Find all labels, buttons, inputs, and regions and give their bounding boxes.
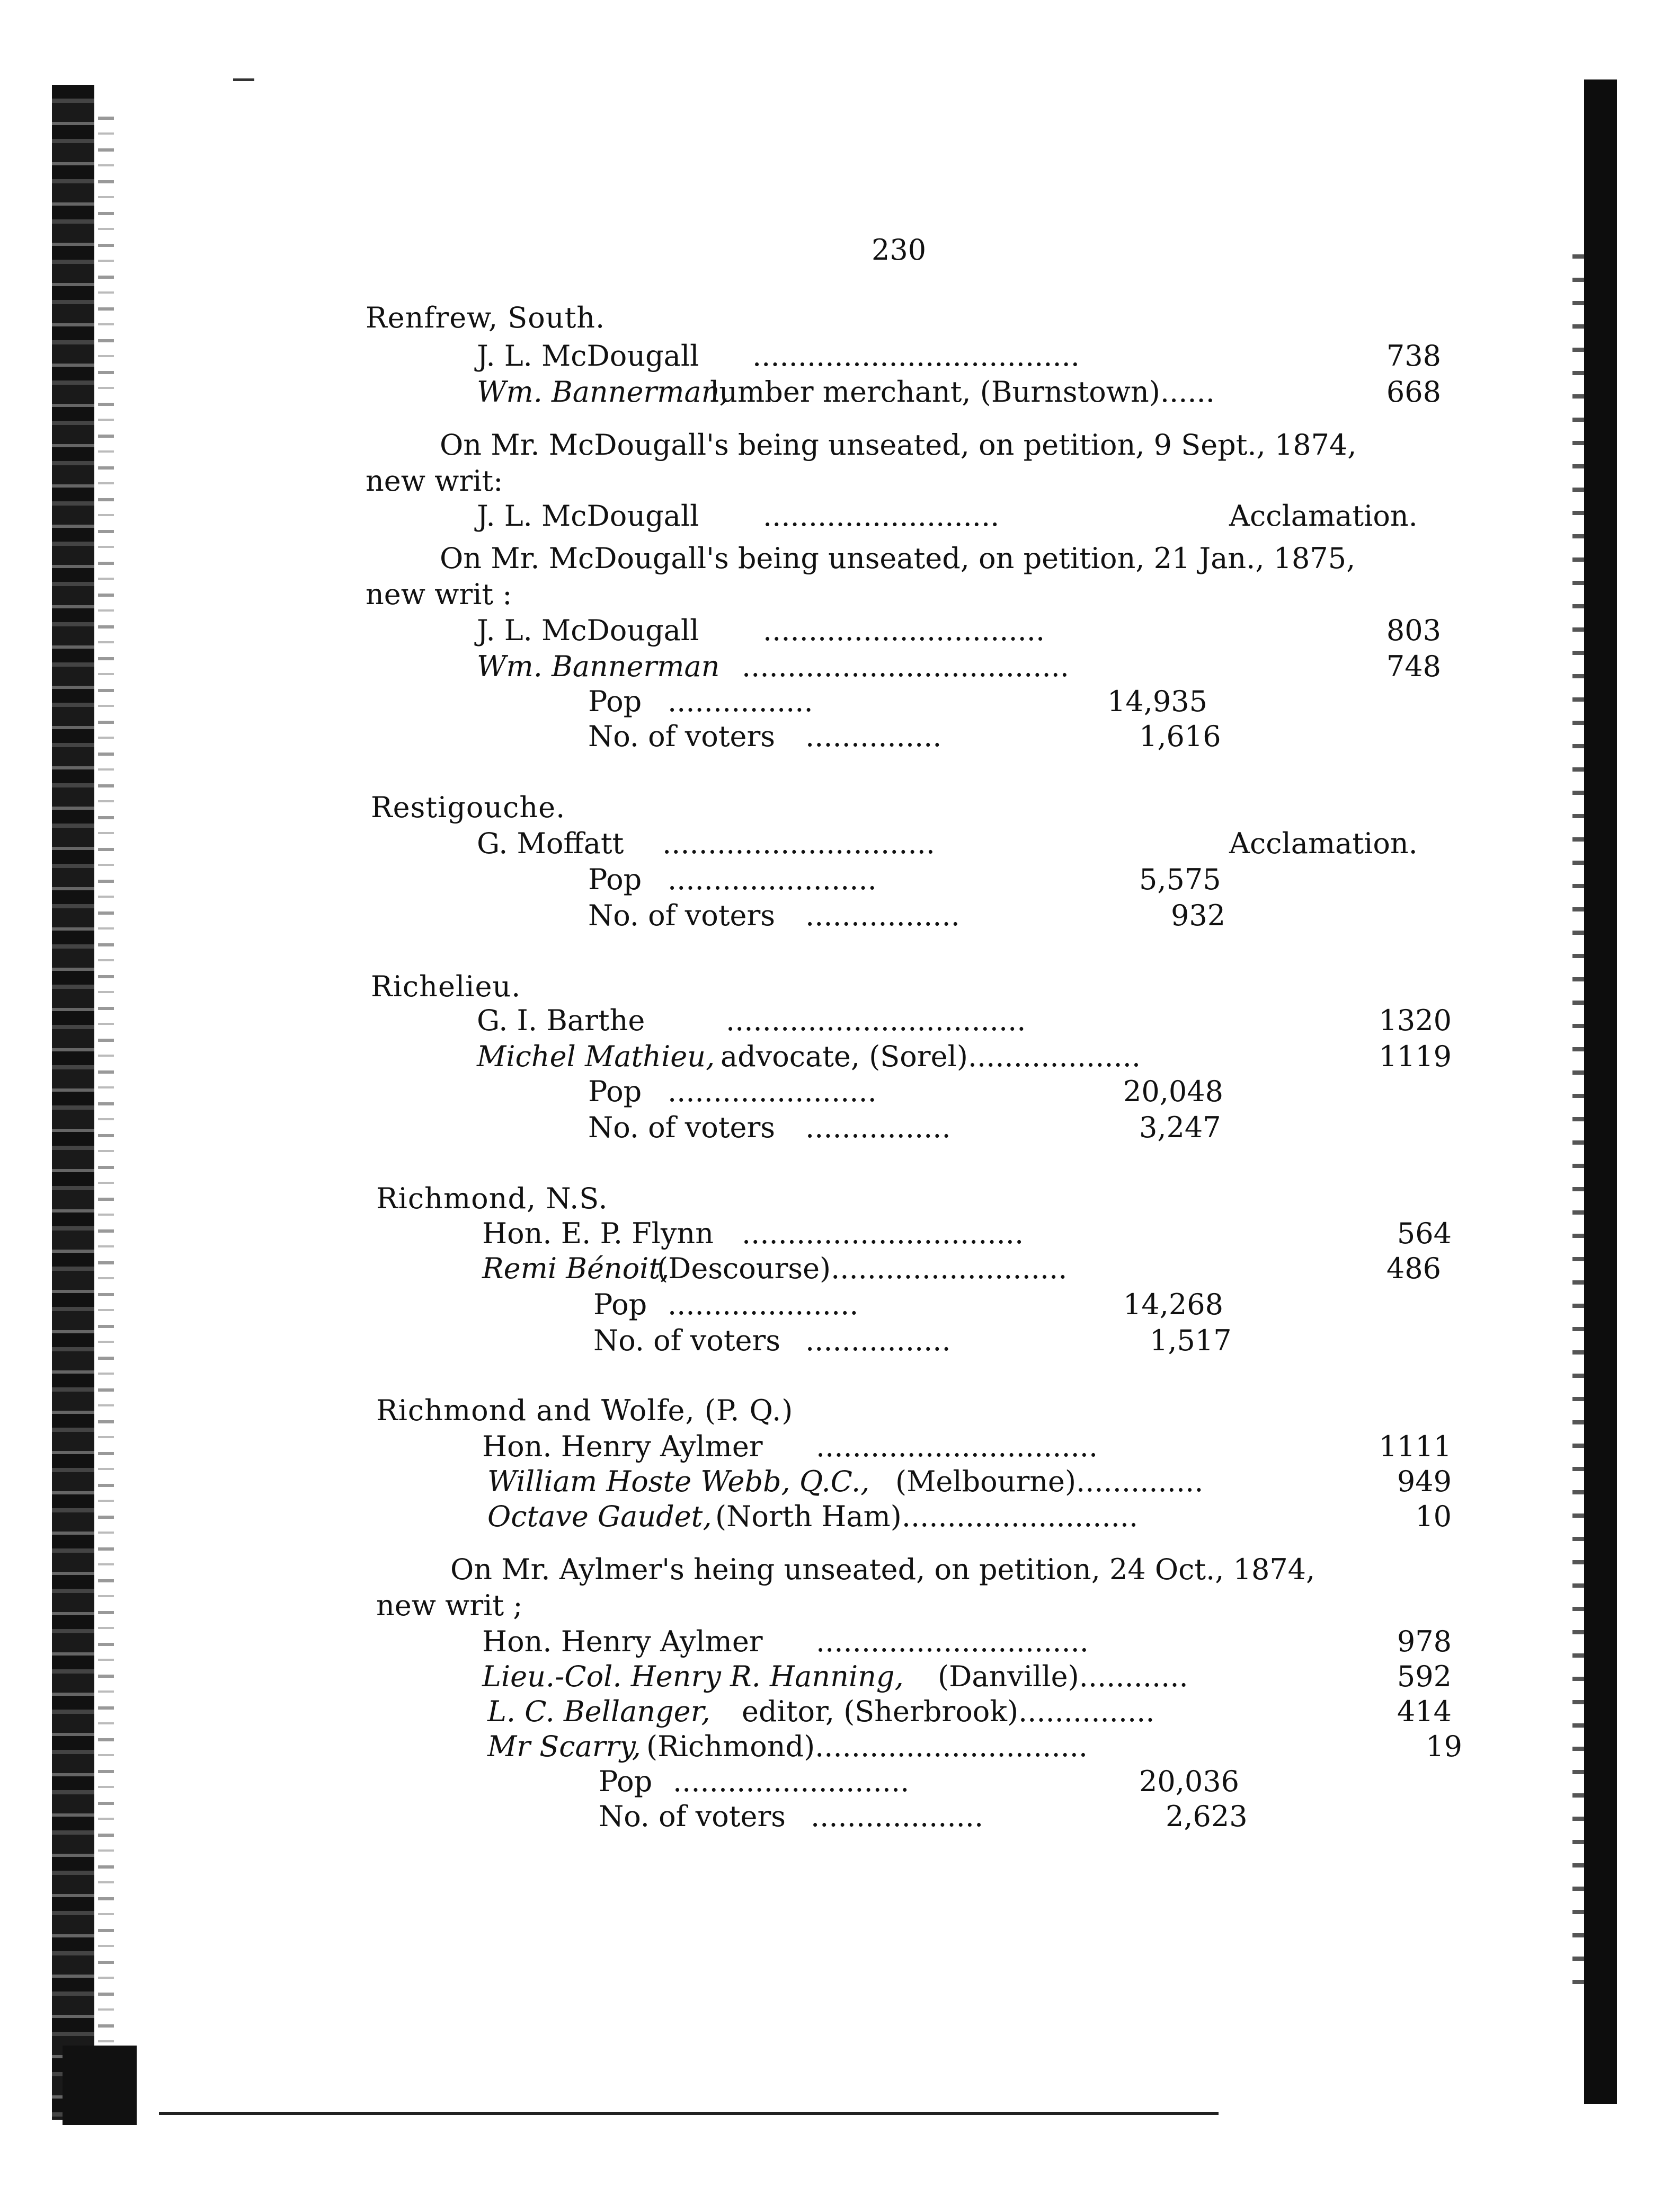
result-line: J. L. McDougall ............................... 803 — [477, 614, 1441, 647]
population-line: Pop ................ 14,935 — [588, 685, 1207, 718]
result-line: J. L. McDougall .......................... Acclamation. — [477, 499, 1418, 533]
population-line: Pop ..................... 14,268 — [593, 1288, 1223, 1321]
voters-line: No. of voters ................ 1,517 — [593, 1324, 1232, 1357]
voters-line: No. of voters ................... 2,623 — [599, 1800, 1248, 1833]
result-line: Hon. E. P. Flynn ............................... 564 — [482, 1217, 1452, 1250]
population-line: Pop ....................... 5,575 — [588, 863, 1221, 896]
note-line: new writ : — [366, 578, 512, 611]
voters-line: No. of voters ............... 1,616 — [588, 720, 1221, 753]
section-heading-richelieu: Richelieu. — [371, 970, 521, 1003]
voters-line: No. of voters ................ 3,247 — [588, 1111, 1221, 1144]
result-line: L. C. Bellanger, editor, (Sherbrook)............... 414 — [487, 1695, 1452, 1728]
note-line: On Mr. McDougall's being unseated, on petition, 9 Sept., 1874, — [440, 428, 1357, 462]
result-line: Lieu.-Col. Henry R. Hanning, (Danville)............ 592 — [482, 1660, 1452, 1693]
population-line: Pop ....................... 20,048 — [588, 1075, 1223, 1108]
result-line: Octave Gaudet, (North Ham).......................... 10 — [487, 1500, 1452, 1533]
result-line: Wm. Bannerman .................................... 748 — [477, 650, 1441, 683]
note-line: new writ: — [366, 464, 503, 498]
note-line: On Mr. McDougall's being unseated, on petition, 21 Jan., 1875, — [440, 542, 1356, 575]
result-line: Hon. Henry Aylmer ............................... 1111 — [482, 1430, 1452, 1463]
result-line: G. Moffatt .............................. Acclamation. — [477, 827, 1418, 860]
result-line: Michel Mathieu, advocate, (Sorel)................... 1119 — [477, 1040, 1452, 1073]
result-line: Wm. Bannerman, lumber merchant, (Burnstown)...... 668 — [477, 375, 1441, 409]
scan-top-mark — [233, 78, 254, 81]
note-line: On Mr. Aylmer's heing unseated, on petition, 24 Oct., 1874, — [450, 1553, 1315, 1586]
population-line: Pop .......................... 20,036 — [599, 1765, 1239, 1798]
result-line: Hon. Henry Aylmer .............................. 978 — [482, 1625, 1452, 1658]
section-heading-renfrew: Renfrew, South. — [366, 301, 606, 334]
scan-binding-foot — [63, 2046, 137, 2125]
result-line: Remi Bénoit, (Descourse).......................... 486 — [482, 1252, 1441, 1285]
scan-bottom-rule — [159, 2112, 1219, 2115]
result-line: William Hoste Webb, Q.C., (Melbourne).............. 949 — [487, 1465, 1452, 1498]
result-line: Mr Scarry, (Richmond).............................. 19 — [487, 1730, 1462, 1763]
section-heading-restigouche: Restigouche. — [371, 791, 566, 824]
result-line: J. L. McDougall .................................... 738 — [477, 339, 1441, 373]
result-line: G. I. Barthe ................................. 1320 — [477, 1004, 1452, 1037]
note-line: new writ ; — [376, 1589, 523, 1622]
page-number: 230 — [872, 233, 927, 267]
section-heading-richmond-wolfe: Richmond and Wolfe, (P. Q.) — [376, 1394, 794, 1427]
section-heading-richmond-ns: Richmond, N.S. — [376, 1182, 608, 1215]
voters-line: No. of voters ................. 932 — [588, 899, 1226, 932]
